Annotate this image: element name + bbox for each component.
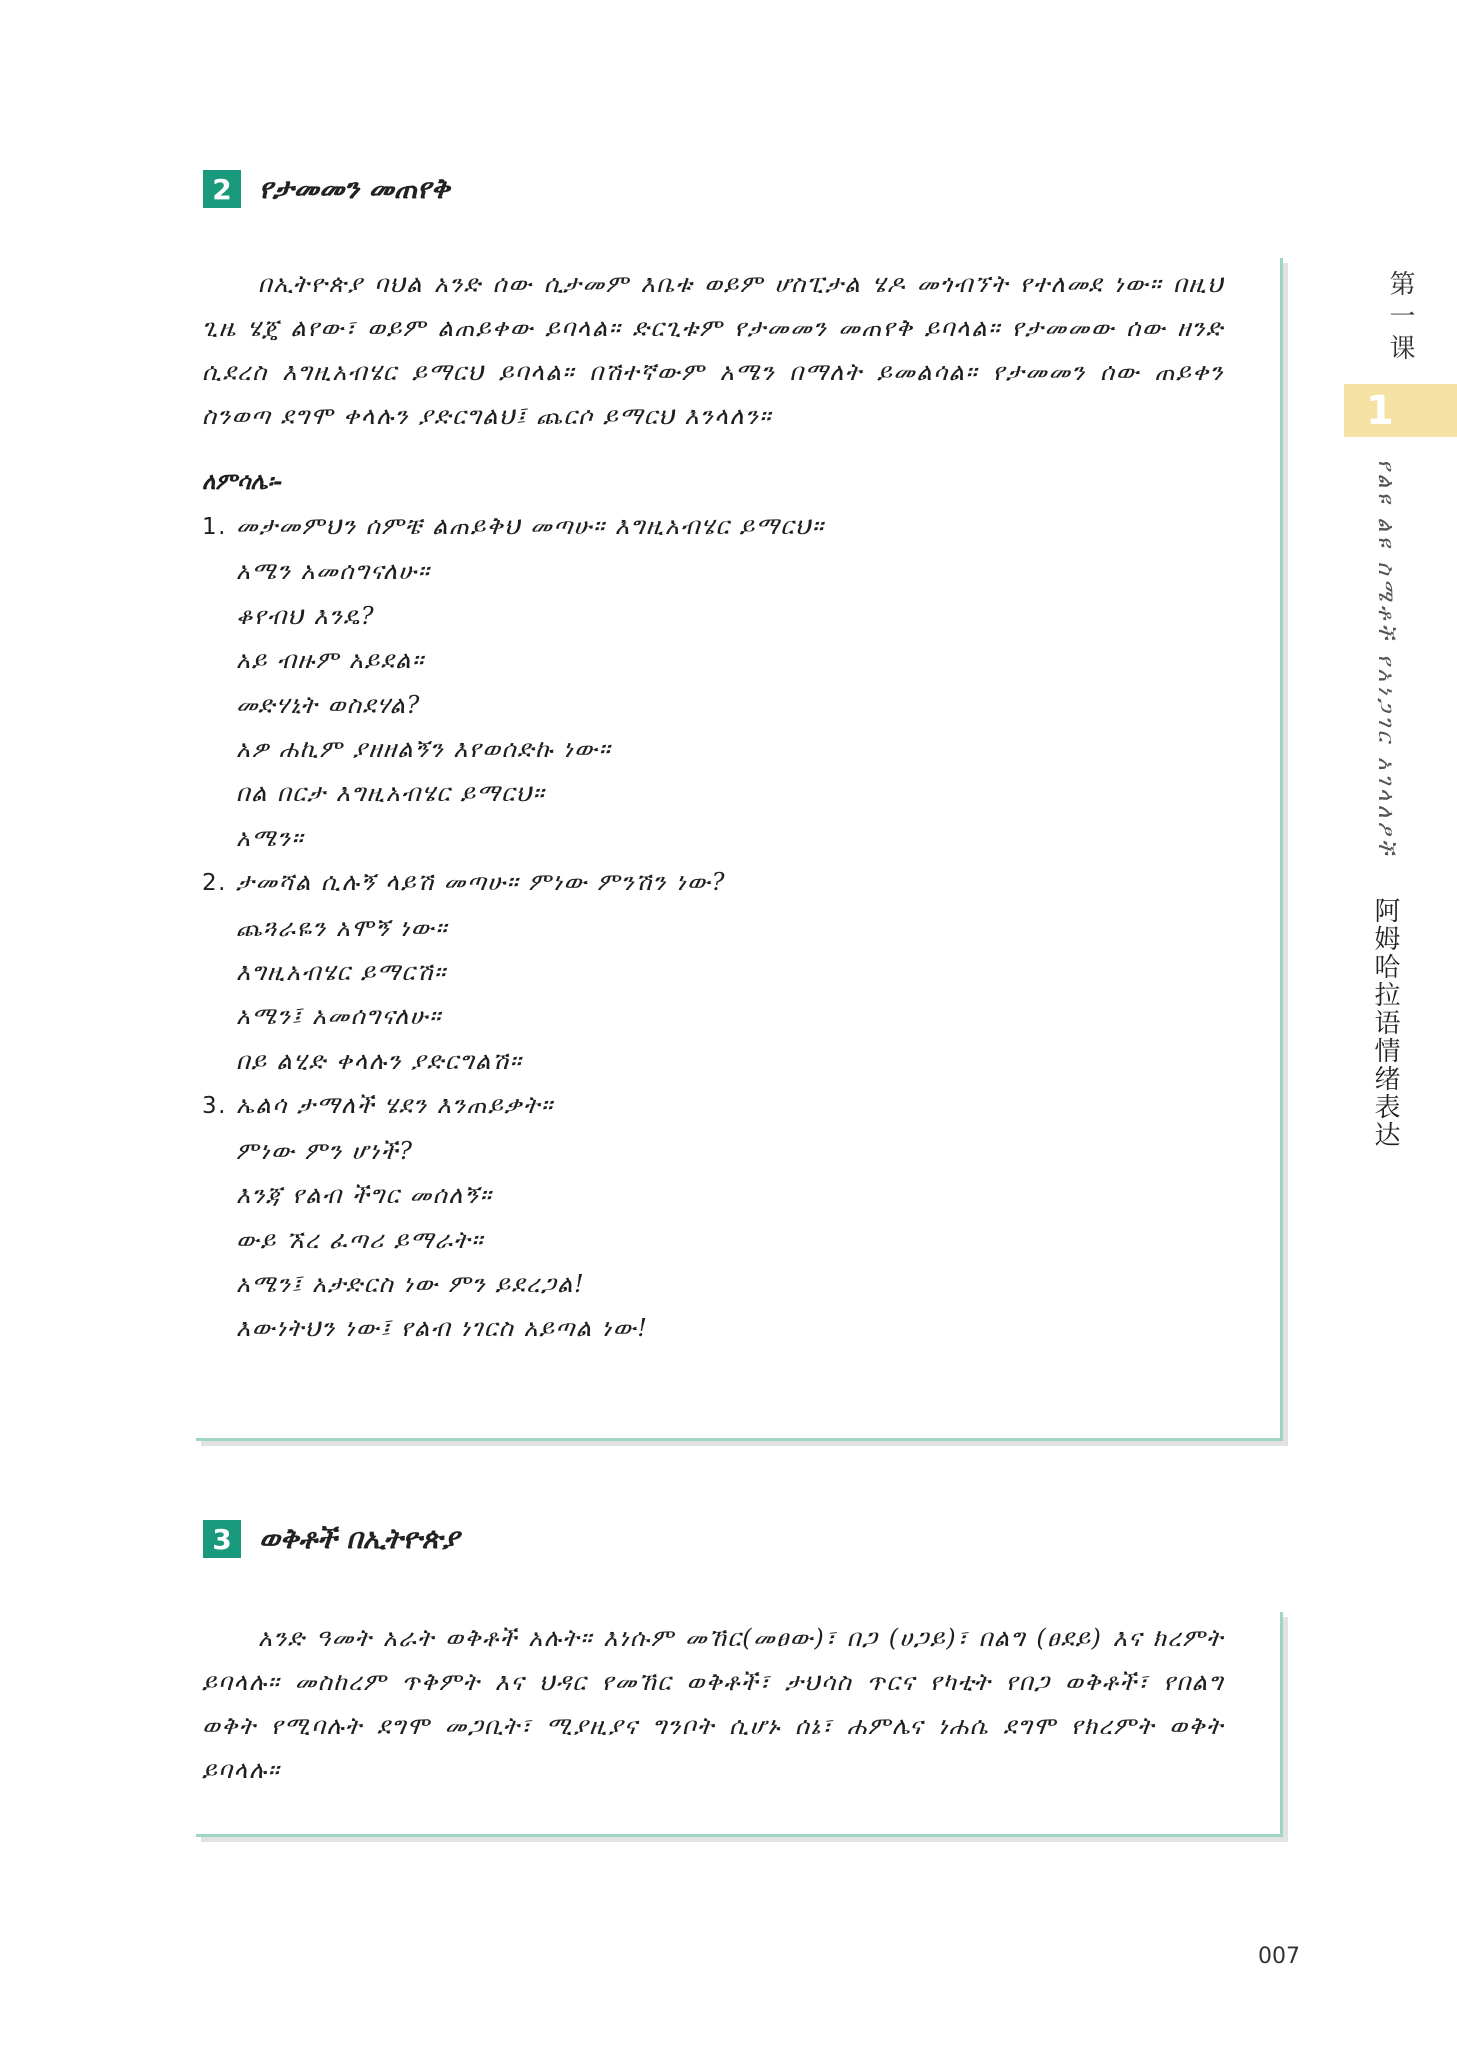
section-2-paragraph: በኢትዮጵያ ባህል አንድ ሰው ሲታመም እቤቱ ወይም ሆስፒታል ሄዶ መጎብኘት የተለመደ ነው። በዚህ ጊዜ ሄጄ ልየው፣ ወይም ልጠይቀው ይባላል። ድርጊቱም የታመመን መጠየቅ ይባላል። የታመመው ሰው ዘንድ ሲደረስ እግዚአብሄር ይማርህ ይባላል። በሽተኛውም አሜን በማለት ይመልሳል። የታመመን ሰው ጠይቀን ስንወጣ ደግሞ ቀላሉን ያድርግልህ፤ ጨርሶ ይማርህ እንላለን። [202,270,1224,430]
example-line: ጨጓራዬን አሞኝ ነው። [236,913,449,942]
example-lead: 2. ታመሻል ሲሉኝ ላይሽ መጣሁ። ምነው ምንሽን ነው? [202,868,726,897]
example-line: መድሃኒት ወስደሃል? [236,690,421,719]
section-title: ወቅቶች በኢትዮጵያ [259,1522,460,1555]
section-3-paragraph: አንድ ዓመት አራት ወቅቶች አሉት። እነሱም መኸር(መፀው)፣ በጋ (ሀጋይ)፣ በልግ (ፀደይ) እና ክረምት ይባላሉ። መስከረም ጥቅምት እና ህዳር የመኸር ወቅቶች፣ ታህሳስ ጥርና የካቲት የበጋ ወቅቶች፣ የበልግ ወቅት የሚባሉት ደግሞ መጋቢት፣ ሚያዚያና ግንቦት ሲሆኑ ሰኔ፣ ሐምሌና ነሐሴ ደግሞ የክረምት ወቅት ይባላሉ። [202,1624,1224,1784]
examples-label: ለምሳሌ፡- [202,468,283,495]
example-line: ቆየብህ እንዴ? [236,601,376,630]
example-line: አዎ ሐኪም ያዘዘልኝን እየወሰድኩ ነው። [236,735,612,764]
example-line: ውይ ኧረ ፈጣሪ ይማራት። [236,1225,484,1254]
section-3-header [203,1520,459,1558]
section-number-badge: 3 [203,1520,241,1558]
example-line: እግዚአብሄር ይማርሽ። [236,958,447,987]
page-number: 007 [1258,1944,1300,1969]
example-3 [202,1083,1224,1350]
lesson-side-tab [1344,270,1457,1149]
example-line: በል በርታ እግዚአብሄር ይማርህ። [236,779,546,808]
lesson-label-cn: 第一课 [1385,270,1415,366]
example-line: እንጃ የልብ ችግር መሰለኝ። [236,1181,493,1210]
example-2 [202,860,1224,1083]
example-line: ምነው ምን ሆነች? [236,1136,414,1165]
example-line: አሜን። [236,823,305,852]
example-line: አሜን፤ አታድርስ ነው ምን ይደረጋል! [236,1269,586,1298]
example-1 [202,504,1224,860]
section-title: የታመመን መጠየቅ [259,172,450,205]
example-line: አይ ብዙም አይደል። [236,646,425,675]
example-line: አሜን፤ አመሰግናለሁ። [236,1002,442,1031]
section-2-box [196,258,1283,1441]
example-line: አሜን አመሰግናለሁ። [236,557,431,586]
example-line: እውነትህን ነው፤ የልብ ነገርስ አይጣል ነው! [236,1314,649,1343]
lesson-title-amharic: የልዩ ልዩ ስሜቶች የአነጋገር አገላለፆች [1373,459,1398,859]
lesson-number-tab: 1 [1344,384,1457,437]
section-2-header [203,170,450,208]
section-3-box [196,1612,1283,1837]
example-line: በይ ልሂድ ቀላሉን ያድርግልሽ። [236,1046,523,1075]
section-number-badge: 2 [203,170,241,208]
example-lead: 3. ኤልሳ ታማለች ሄደን እንጠይቃት። [202,1091,554,1120]
lesson-title-chinese: 阿姆哈拉语情绪表达 [1370,897,1400,1149]
example-lead: 1. መታመምህን ሰምቼ ልጠይቅህ መጣሁ። እግዚአብሄር ይማርህ። [202,512,825,540]
